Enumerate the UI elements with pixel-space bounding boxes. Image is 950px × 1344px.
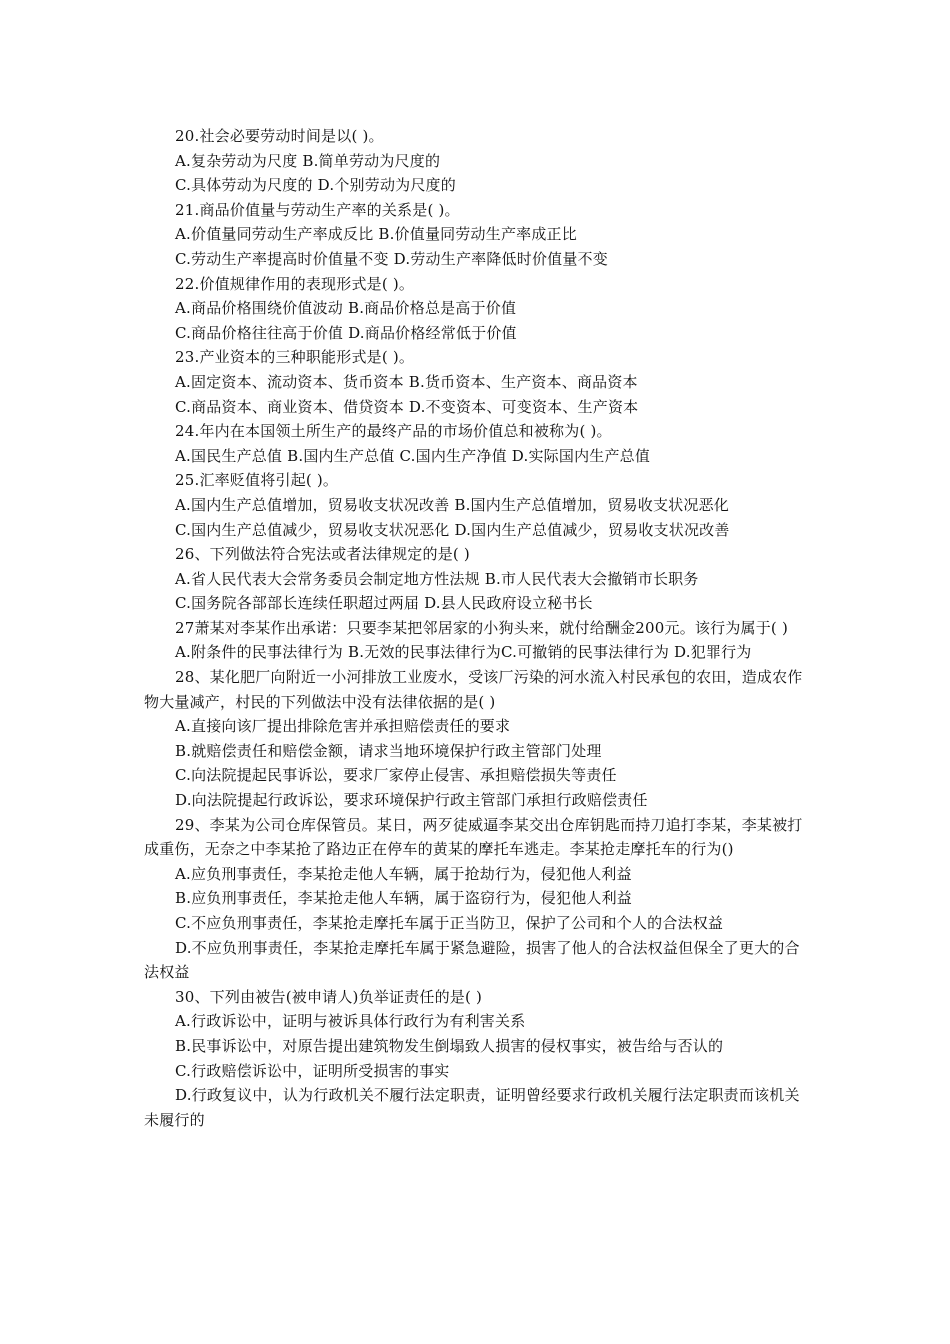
question-28-option-d: D.向法院提起行政诉讼，要求环境保护行政主管部门承担行政赔偿责任: [175, 791, 648, 810]
question-30-option-b: B.民事诉讼中，对原告提出建筑物发生倒塌致人损害的侵权事实，被告给与否认的: [175, 1036, 724, 1055]
question-25-option-ab: A.国内生产总值增加，贸易收支状况改善 B.国内生产总值增加，贸易收支状况恶化: [175, 495, 729, 514]
question-29-option-a: A.应负刑事责任，李某抢走他人车辆，属于抢劫行为，侵犯他人利益: [175, 864, 632, 883]
question-27-stem: 27萧某对李某作出承诺：只要李某把邻居家的小狗头来，就付给酬金200元。该行为属于( ): [175, 618, 788, 637]
question-28-option-a: A.直接向该厂提出排除危害并承担赔偿责任的要求: [175, 717, 511, 736]
exam-document: [144, 124, 804, 1132]
question-29-stem: 29、李某为公司仓库保管员。某日，两歹徒威逼李某交出仓库钥匙而持刀追打李某，李某被打成重伤，无奈之中李某抢了路边正在停车的黄某的摩托车逃走。李某抢走摩托车的行为(): [144, 815, 803, 859]
question-21-option-ab: A.价值量同劳动生产率成反比 B.价值量同劳动生产率成正比: [175, 225, 577, 244]
question-28-option-c: C.向法院提起民事诉讼，要求厂家停止侵害、承担赔偿损失等责任: [175, 766, 617, 785]
question-24-stem: 24.年内在本国领土所生产的最终产品的市场价值总和被称为( )。: [175, 422, 612, 441]
question-20-option-cd: C.具体劳动为尺度的 D.个别劳动为尺度的: [175, 176, 456, 195]
question-26-stem: 26、下列做法符合宪法或者法律规定的是( ): [175, 545, 470, 564]
question-20-option-ab: A.复杂劳动为尺度 B.简单劳动为尺度的: [175, 151, 441, 170]
question-24-options: A.国民生产总值 B.国内生产总值 C.国内生产净值 D.实际国内生产总值: [175, 446, 651, 465]
question-22-stem: 22.价值规律作用的表现形式是( )。: [175, 274, 415, 293]
question-21-option-cd: C.劳动生产率提高时价值量不变 D.劳动生产率降低时价值量不变: [175, 249, 608, 268]
question-30-option-d: D.行政复议中，认为行政机关不履行法定职责，证明曾经要求行政机关履行法定职责而该机关未履行的: [144, 1086, 800, 1129]
question-26-option-ab: A.省人民代表大会常务委员会制定地方性法规 B.市人民代表大会撤销市长职务: [175, 569, 699, 588]
question-25-stem: 25.汇率贬值将引起( )。: [175, 471, 339, 490]
question-26-option-cd: C.国务院各部部长连续任职超过两届 D.县人民政府设立秘书长: [175, 594, 593, 613]
question-28-option-b: B.就赔偿责任和赔偿金额，请求当地环境保护行政主管部门处理: [175, 741, 602, 760]
question-28-stem: 28、某化肥厂向附近一小河排放工业废水，受该厂污染的河水流入村民承包的农田，造成农作物大量减产，村民的下列做法中没有法律依据的是( ): [144, 668, 803, 711]
question-30-option-a: A.行政诉讼中，证明与被诉具体行政行为有利害关系: [175, 1012, 526, 1031]
question-27-options: A.附条件的民事法律行为 B.无效的民事法律行为C.可撤销的民事法律行为 D.犯罪行为: [175, 643, 752, 662]
question-30-stem: 30、下列由被告(被申请人)负举证责任的是( ): [175, 987, 483, 1006]
question-29-option-d: D.不应负刑事责任，李某抢走摩托车属于紧急避险，损害了他人的合法权益但保全了更大的合法权益: [144, 938, 800, 982]
question-23-option-ab: A.固定资本、流动资本、货币资本 B.货币资本、生产资本、商品资本: [175, 372, 638, 391]
question-21-stem: 21.商品价值量与劳动生产率的关系是( )。: [175, 200, 460, 219]
question-25-option-cd: C.国内生产总值减少，贸易收支状况恶化 D.国内生产总值减少，贸易收支状况改善: [175, 520, 730, 539]
question-23-option-cd: C.商品资本、商业资本、借贷资本 D.不变资本、可变资本、生产资本: [175, 397, 639, 416]
question-29-option-b: B.应负刑事责任，李某抢走他人车辆，属于盗窃行为，侵犯他人利益: [175, 889, 632, 908]
question-23-stem: 23.产业资本的三种职能形式是( )。: [175, 348, 415, 367]
question-22-option-cd: C.商品价格往往高于价值 D.商品价格经常低于价值: [175, 323, 517, 342]
question-22-option-ab: A.商品价格围绕价值波动 B.商品价格总是高于价值: [175, 299, 517, 318]
question-20-stem: 20.社会必要劳动时间是以( )。: [175, 127, 384, 145]
question-30-option-c: C.行政赔偿诉讼中，证明所受损害的事实: [175, 1061, 450, 1080]
question-29-option-c: C.不应负刑事责任，李某抢走摩托车属于正当防卫，保护了公司和个人的合法权益: [175, 914, 724, 932]
